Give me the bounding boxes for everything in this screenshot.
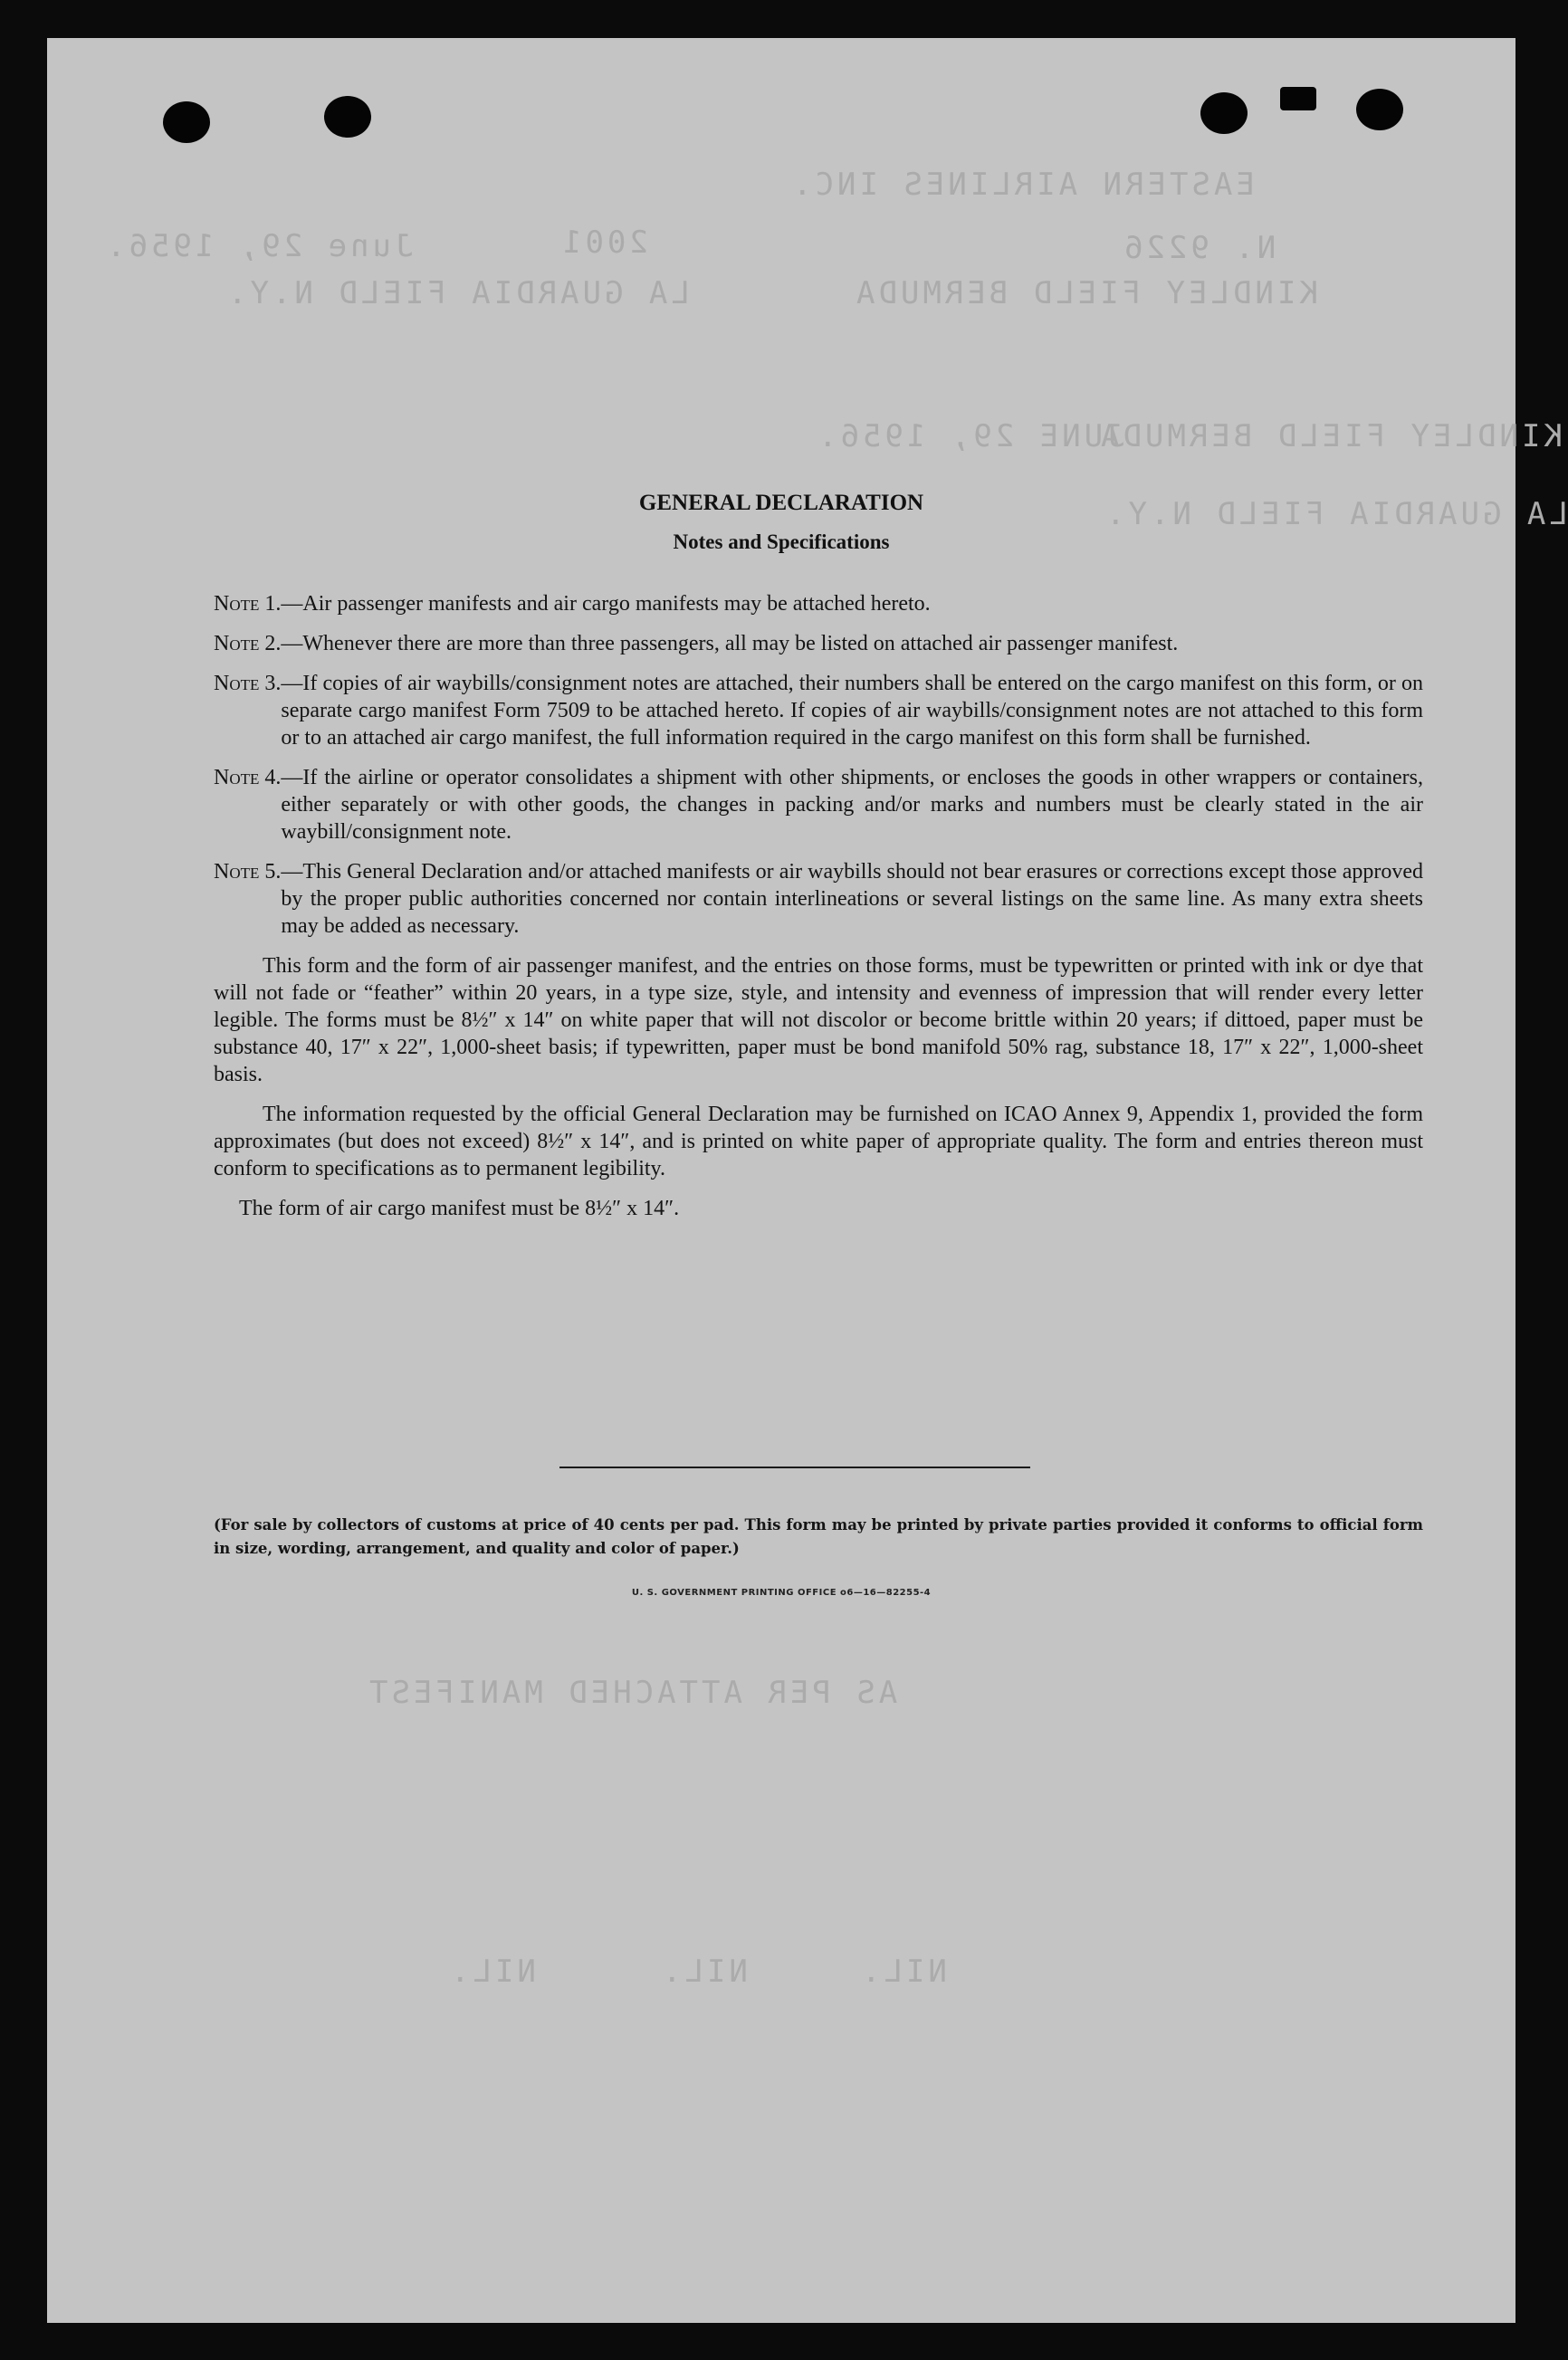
- note-4: [214, 764, 1423, 846]
- note-text: —This General Declaration and/or attached manifests or air waybills should not bear erasures or corrections except those approved by the proper public authorities concerned nor contain interlineations or several listings on the same line. As many extra sheets may be added as necessary.: [281, 860, 1423, 938]
- divider-rule: [559, 1467, 1030, 1468]
- note-1: [214, 590, 1423, 617]
- note-text: —Whenever there are more than three passengers, all may be listed on attached air passenger manifest.: [281, 632, 1179, 655]
- show-through-flight: 2001: [559, 225, 648, 261]
- show-through-nil-3: NIL.: [858, 1954, 947, 1990]
- document-page: [47, 38, 1568, 2323]
- paragraph-cargo-manifest: The form of air cargo manifest must be 8½″ x 14″.: [239, 1197, 680, 1220]
- paragraph-form-specs: This form and the form of air passenger manifest, and the entries on those forms, must be typewritten or printed with ink or dye that will not fade or “feather” within 20 years, in a type size, style, and intensity and evenness of impression that will render every letter legible. The forms must be 8½″ x 14″ on white paper that will not discolor or become brittle within 20 years; if dittoed, paper must be substance 40, 17″ x 22″, 1,000-sheet basis; if typewritten, paper must be bond manifold 50% rag, substance 18, 17″ x 22″, 1,000-sheet basis.: [214, 954, 1423, 1086]
- note-5: [214, 858, 1423, 940]
- notes-section: [214, 590, 1423, 1235]
- note-label: Note 1.: [214, 592, 282, 616]
- show-through-nil-2: NIL.: [659, 1954, 748, 1990]
- note-2: [214, 630, 1423, 657]
- note-label: Note 3.: [214, 672, 282, 695]
- show-through-departure-repeat: KINDLEY FIELD BERMUDA: [1097, 418, 1563, 454]
- note-label: Note 5.: [214, 860, 282, 884]
- show-through-airline: EASTERN AIRLINES INC.: [789, 167, 1255, 203]
- punch-hole-right-tear: [1280, 87, 1316, 110]
- punch-hole-left-2: [324, 96, 371, 138]
- printer-imprint: U. S. GOVERNMENT PRINTING OFFICE o6—16—82255-4: [631, 1588, 932, 1598]
- show-through-arrival-repeat: LA GUARDIA FIELD N.Y.: [1103, 496, 1568, 532]
- note-label: Note 4.: [214, 766, 282, 789]
- note-text: —If the airline or operator consolidates a shipment with other shipments, or encloses the goods in other wrappers or containers, either separately or with other goods, the changes in packing and/or marks and numbers must be clearly stated in the air waybill/consignment note.: [281, 766, 1423, 844]
- show-through-crew: AS PER ATTACHED MANIFEST: [366, 1675, 898, 1711]
- punch-hole-left-1: [163, 101, 210, 143]
- punch-hole-right-2: [1356, 89, 1403, 130]
- note-text: —Air passenger manifests and air cargo manifests may be attached hereto.: [281, 592, 931, 616]
- page-title: GENERAL DECLARATION: [638, 491, 924, 515]
- show-through-registration: N. 9226: [1121, 230, 1276, 266]
- punch-hole-right-1: [1200, 92, 1248, 134]
- paragraph-icao: The information requested by the official General Declaration may be furnished on ICAO Annex 9, Appendix 1, provided the form approximates (but does not exceed) 8½″ x 14″, and is printed on white paper of appropriate quality. The form and entries thereon must conform to specifications as to permanent legibility.: [214, 1103, 1423, 1180]
- note-label: Note 2.: [214, 632, 282, 655]
- show-through-departure-date: JUNE 29, 1956.: [815, 418, 1125, 454]
- sale-notice: (For sale by collectors of customs at price of 40 cents per pad. This form may be printed by private parties provided it conforms to official form in size, wording, arrangement, and quality and color of paper.): [214, 1516, 1423, 1557]
- note-3: [214, 670, 1423, 751]
- show-through-date: June 29, 1956.: [103, 228, 414, 264]
- page-subtitle: Notes and Specifications: [673, 530, 890, 553]
- show-through-arrival: LA GUARDIA FIELD N.Y.: [225, 275, 690, 311]
- show-through-nil-1: NIL.: [447, 1954, 536, 1990]
- show-through-departure: KINDLEY FIELD BERMUDA: [853, 275, 1318, 311]
- note-text: —If copies of air waybills/consignment notes are attached, their numbers shall be entered on the cargo manifest on this form, or on separate cargo manifest Form 7509 to be attached hereto. If copies of air waybills/consignment notes are not attached to this form or to an attached air cargo manifest, the full information required in the cargo manifest on this form shall be furnished.: [281, 672, 1423, 750]
